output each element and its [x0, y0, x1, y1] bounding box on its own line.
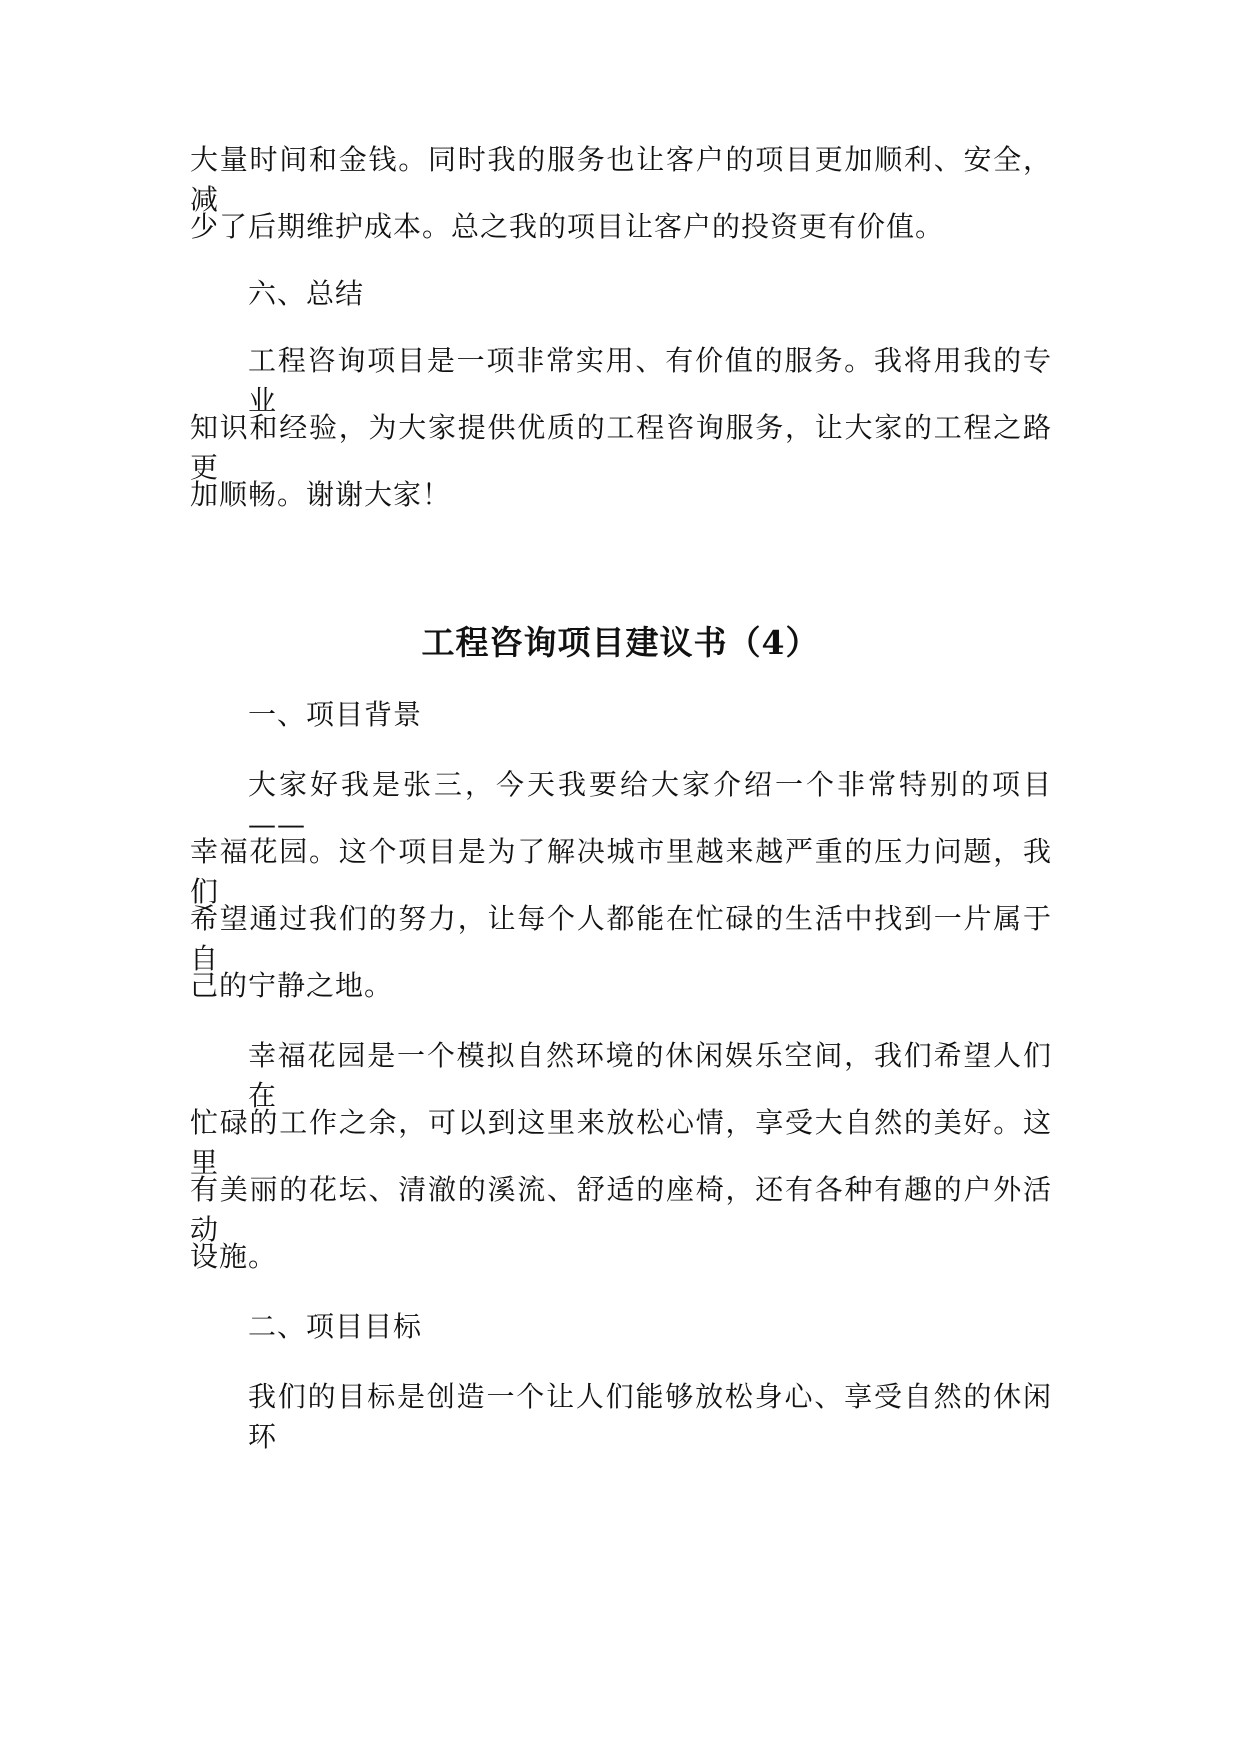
paragraph-line: 幸福花园。这个项目是为了解决城市里越来越严重的压力问题，我们 [190, 835, 1052, 908]
section-heading-goals: 二、项目目标 [248, 1310, 423, 1343]
section-heading-summary: 六、总结 [248, 277, 365, 310]
section-heading-background: 一、项目背景 [248, 698, 423, 731]
paragraph-line: 大家好我是张三，今天我要给大家介绍一个非常特别的项目—— [248, 768, 1052, 841]
paragraph-line: 有美丽的花坛、清澈的溪流、舒适的座椅，还有各种有趣的户外活动 [190, 1173, 1052, 1246]
paragraph-line: 幸福花园是一个模拟自然环境的休闲娱乐空间，我们希望人们在 [248, 1039, 1052, 1112]
paragraph-line: 希望通过我们的努力，让每个人都能在忙碌的生活中找到一片属于自 [190, 902, 1052, 975]
summary-line: 加顺畅。谢谢大家！ [190, 478, 452, 511]
body-line: 少了后期维护成本。总之我的项目让客户的投资更有价值。 [190, 210, 945, 243]
paragraph-line: 己的宁静之地。 [190, 969, 394, 1002]
paragraph-line: 设施。 [190, 1240, 278, 1273]
paragraph-line: 忙碌的工作之余，可以到这里来放松心情，享受大自然的美好。这里 [190, 1106, 1052, 1179]
paragraph-line: 我们的目标是创造一个让人们能够放松身心、享受自然的休闲环 [248, 1380, 1052, 1453]
summary-line: 工程咨询项目是一项非常实用、有价值的服务。我将用我的专业 [248, 344, 1052, 417]
body-line: 大量时间和金钱。同时我的服务也让客户的项目更加顺利、安全，减 [190, 143, 1052, 216]
document-title: 工程咨询项目建议书（4） [421, 623, 820, 662]
summary-line: 知识和经验，为大家提供优质的工程咨询服务，让大家的工程之路更 [190, 411, 1052, 484]
